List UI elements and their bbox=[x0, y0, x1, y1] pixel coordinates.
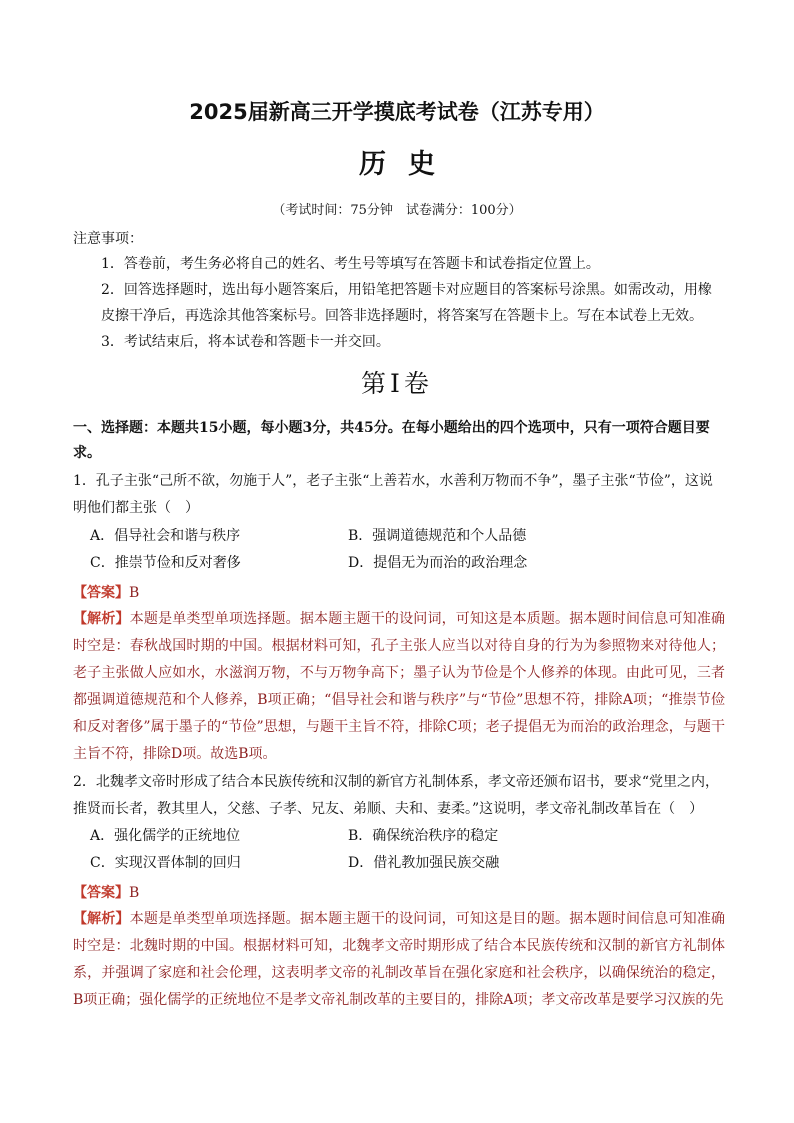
notice-item: 3．考试结束后，将本试卷和答题卡一并交回。 bbox=[101, 334, 390, 350]
option-b: B．确保统治秩序的稳定 bbox=[348, 828, 499, 844]
question-options-2 bbox=[90, 823, 710, 877]
answer-1 bbox=[73, 582, 139, 602]
notice-heading: 注意事项： bbox=[73, 231, 143, 247]
analysis-1 bbox=[73, 606, 725, 768]
answer-value: B bbox=[129, 885, 140, 901]
answer-2 bbox=[73, 882, 139, 902]
subject-title: 历史 bbox=[359, 149, 457, 180]
answer-value: B bbox=[129, 585, 140, 601]
exam-title: 2025届新高三开学摸底考试卷（江苏专用） bbox=[189, 100, 605, 124]
analysis-tag: 【解析】 bbox=[73, 911, 130, 927]
notice-item: 2．回答选择题时，选出每小题答案后，用铅笔把答题卡对应题目的答案标号涂黑。如需改动，用橡皮擦干净后，再选涂其他答案标号。回答非选择题时，将答案写在答题卡上。写在本试卷上无效。 bbox=[101, 282, 712, 324]
section-label: 一、选择题： bbox=[73, 420, 157, 436]
option-c: C．推崇节俭和反对奢侈 bbox=[90, 555, 241, 571]
analysis-text: 本题是单类型单项选择题。据本题主题干的设问词，可知这是目的题。据本题时间信息可知准确时空是：北魏时期的中国。根据材料可知，北魏孝文帝时期形成了结合本民族传统和汉制的新官方礼制体系，并强调了家庭和社会伦理，这表明孝文帝的礼制改革旨在强化家庭和社会秩序，以确保统治的稳定，B项正确；强化儒学的正统地位不是孝文帝礼制改革的主要目的，排除A项；孝文帝改革是要学习汉族的先 bbox=[73, 911, 726, 1008]
question-stem-1: 1．孔子主张“己所不欲，勿施于人”，老子主张“上善若水，水善利万物而不争”，墨子主张“节俭”，这说明他们都主张（ ） bbox=[73, 473, 713, 516]
section-intro bbox=[73, 416, 723, 466]
question-options-1 bbox=[90, 523, 710, 577]
exam-time-info: （考试时间：75分钟 试卷满分：100分） bbox=[272, 203, 522, 218]
option-d: D．借礼教加强民族交融 bbox=[348, 855, 500, 871]
analysis-text: 本题是单类型单项选择题。据本题主题干的设问词，可知这是本质题。据本题时间信息可知准确时空是：春秋战国时期的中国。根据材料可知，孔子主张人应当以对待自身的行为为参照物来对待他人；老子主张做人应如水，水滋润万物，不与万物争高下；墨子认为节俭是个人修养的体现。由此可见，三者都强调道德规范和个人修养，B项正确；“倡导社会和谐与秩序”与“节俭”思想不符，排除A项；“推崇节俭和反对奢侈”属于墨子的“节俭”思想，与题干主旨不符，排除C项；老子提倡无为而治的政治理念，与题干主旨不符，排除D项。故选B项。 bbox=[73, 611, 726, 762]
option-c: C．实现汉晋体制的回归 bbox=[90, 855, 241, 871]
volume-heading: 第Ⅰ卷 bbox=[361, 369, 433, 398]
analysis-tag: 【解析】 bbox=[73, 611, 130, 627]
notice-list bbox=[73, 251, 723, 355]
question-stem-2: 2．北魏孝文帝时形成了结合本民族传统和汉制的新官方礼制体系，孝文帝还颁布诏书，要求“党里之内，推贤而长者，教其里人，父慈、子孝、兄友、弟顺、夫和、妻柔。”这说明，孝文帝礼制改革旨在（ ） bbox=[73, 774, 720, 817]
analysis-2 bbox=[73, 906, 725, 1014]
option-a: A．倡导社会和谐与秩序 bbox=[90, 528, 241, 544]
section-text: 本题共15小题，每小题3分，共45分。在每小题给出的四个选项中，只有一项符合题目要求。 bbox=[73, 420, 710, 461]
notice-item: 1．答卷前，考生务必将自己的姓名、考生号等填写在答题卡和试卷指定位置上。 bbox=[101, 256, 600, 272]
answer-tag: 【答案】 bbox=[73, 885, 129, 901]
answer-tag: 【答案】 bbox=[73, 585, 129, 601]
option-a: A．强化儒学的正统地位 bbox=[90, 828, 241, 844]
option-b: B．强调道德规范和个人品德 bbox=[348, 528, 527, 544]
option-d: D．提倡无为而治的政治理念 bbox=[348, 555, 528, 571]
